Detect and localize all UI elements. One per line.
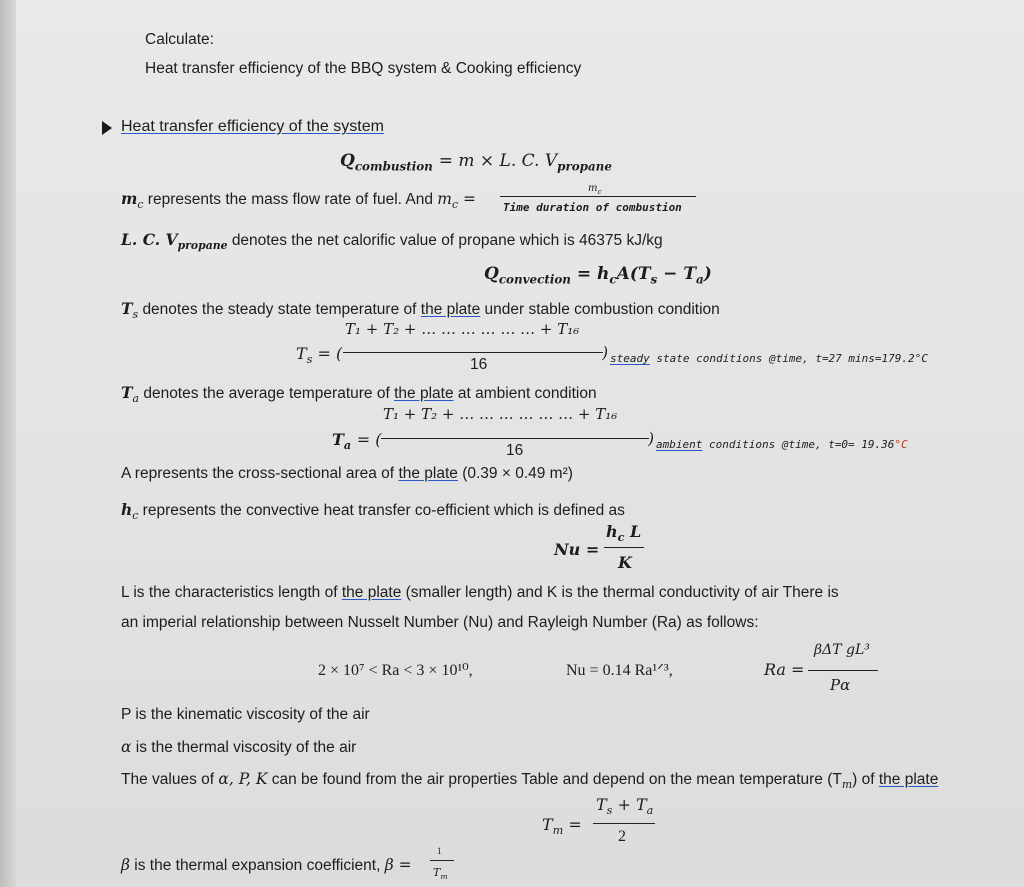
eq-convection: $Q_{convection} = h_cA(T_s - T_a)$	[484, 264, 712, 287]
nu-numerator: $h_c$ L	[606, 522, 642, 545]
ta-description: $T_a$ denotes the average temperature of the plate at ambient condition	[121, 383, 597, 406]
ta-numerator: T₁ + T₂ + … … … … … … + T₁₆	[383, 405, 618, 423]
values-description: The values of α, P, K can be found from the air properties Table and depend on the mean temperature $(T_m)$ of the plate	[121, 770, 939, 792]
nu-denominator: K	[618, 553, 632, 572]
ta-denominator: 16	[506, 442, 524, 459]
area-description: A represents the cross-sectional area of the plate (0.39 × 0.49 m²)	[121, 465, 573, 482]
ta-condition: ambient conditions @time, t=0= 19.36°C	[656, 438, 908, 451]
ts-fraction-bar	[343, 352, 603, 353]
ts-condition: steady state conditions @time, t=27 mins=179.2°C	[610, 352, 928, 365]
section-title: Heat transfer efficiency of the system	[121, 118, 384, 135]
bullet-arrow-icon	[102, 121, 112, 135]
plate-link: the plate	[420, 301, 481, 318]
ta-fraction-bar	[381, 438, 649, 439]
eq-combustion: $Q_{combustion} = m \times L$. C. $V_{propane}$	[340, 151, 612, 174]
mc-numerator: $m_c$	[588, 183, 602, 196]
ts-denominator: 16	[470, 356, 488, 373]
mc-fraction-bar	[500, 196, 696, 197]
lcv-description: L. C. $V_{propane}$ denotes the net calorific value of propane which is 46375 kJ/kg	[121, 230, 663, 253]
relation-description: an imperial relationship between Nusselt Number (Nu) and Rayleigh Number (Ra) as follows:	[121, 614, 759, 631]
ra-fraction-bar	[808, 670, 878, 671]
screen-bezel	[0, 0, 16, 887]
p-definition: P is the kinematic viscosity of the air	[121, 706, 370, 723]
ts-close-paren: )	[602, 344, 609, 362]
ts-lhs: $T_s$ = (	[296, 344, 343, 367]
length-description: L is the characteristics length of the plate (smaller length) and K is the thermal conductivity of air There is	[121, 584, 839, 601]
mc-description: $m_c$ represents the mass flow rate of fuel. And $m_c$ =	[121, 189, 476, 212]
calculate-subheading: Heat transfer efficiency of the BBQ system & Cooking efficiency	[145, 60, 582, 77]
ts-numerator: T₁ + T₂ + … … … … … … + T₁₆	[345, 320, 580, 338]
ra-range: 2 × 10⁷ < Ra < 3 × 10¹⁰,	[318, 662, 473, 679]
ta-close-paren: )	[648, 430, 655, 448]
tm-lhs: $T_m$ =	[542, 815, 582, 838]
hc-description: $h_c$ represents the convective heat transfer co-efficient which is defined as	[121, 500, 625, 523]
nu-relation: Nu = 0.14 Ra¹ᐟ³,	[566, 662, 673, 679]
mc-denominator: Time duration of combustion	[503, 201, 682, 214]
beta-numerator: 1	[437, 846, 442, 856]
tm-fraction-bar	[593, 823, 655, 824]
calculate-heading: Calculate:	[145, 31, 214, 48]
ra-numerator: βΔT gL³	[814, 642, 870, 658]
ra-lhs: Ra =	[764, 660, 805, 679]
alpha-definition: α is the thermal viscosity of the air	[121, 738, 357, 756]
nu-fraction-bar	[604, 547, 644, 548]
tm-denominator: 2	[618, 828, 626, 845]
ra-denominator: Pα	[830, 676, 851, 694]
ta-lhs: $T_a$ = (	[332, 430, 382, 453]
nu-lhs: Nu =	[554, 540, 600, 559]
beta-description: β is the thermal expansion coefficient, β =	[121, 856, 412, 874]
beta-denominator: $T_m$	[433, 866, 448, 882]
ts-description: $T_s$ denotes the steady state temperature of the plate under stable combustion condition	[121, 299, 720, 322]
tm-numerator: $T_s + T_a$	[596, 795, 654, 818]
beta-fraction-bar	[430, 860, 454, 861]
